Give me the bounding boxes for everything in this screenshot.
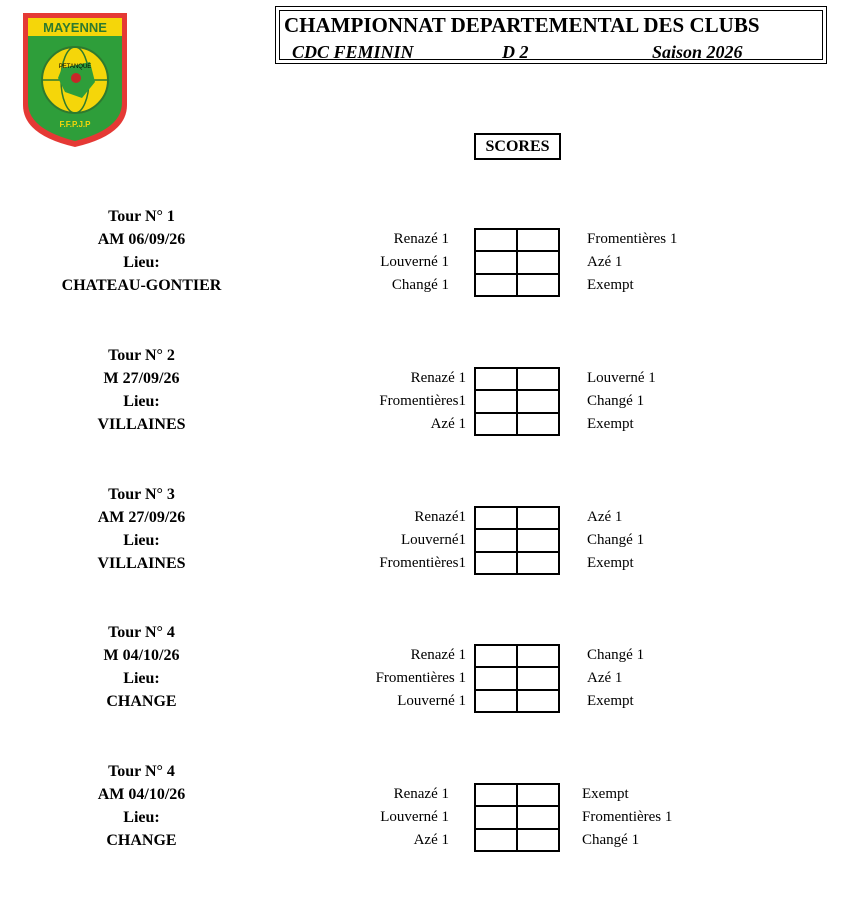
away-team: Exempt	[587, 416, 634, 432]
home-team: Fromentières1	[379, 555, 466, 571]
home-team: Fromentières 1	[375, 670, 466, 686]
match-row	[0, 783, 849, 806]
home-score-cell[interactable]	[474, 552, 517, 575]
logo-inner-text: PETANQUE	[58, 64, 92, 70]
home-team: Renazé1	[414, 509, 466, 525]
home-team: Louverné 1	[380, 809, 449, 825]
home-team: Renazé 1	[393, 786, 449, 802]
away-team: Azé 1	[587, 509, 623, 525]
home-score-cell[interactable]	[474, 506, 517, 529]
away-score-cell[interactable]	[517, 390, 560, 413]
tour-date: M 27/09/26	[103, 370, 180, 387]
home-score-cell[interactable]	[474, 251, 517, 274]
header-inner-frame	[279, 10, 823, 60]
header-box	[275, 6, 827, 64]
match-row	[0, 390, 849, 413]
home-team: Renazé 1	[410, 647, 466, 663]
match-row	[0, 806, 849, 829]
home-team: Renazé 1	[393, 231, 449, 247]
home-team: Azé 1	[413, 832, 449, 848]
home-score-cell[interactable]	[474, 829, 517, 852]
away-team: Fromentières 1	[587, 231, 678, 247]
home-team: Louverné 1	[380, 254, 449, 270]
match-row	[0, 529, 849, 552]
home-team: Changé 1	[391, 277, 449, 293]
logo-bottom-text: F.F.P.J.P	[59, 120, 91, 129]
tour-date: AM 06/09/26	[97, 231, 186, 248]
away-score-cell[interactable]	[517, 506, 560, 529]
home-score-cell[interactable]	[474, 228, 517, 251]
home-team: Louverné 1	[397, 693, 466, 709]
match-row	[0, 667, 849, 690]
away-team: Exempt	[582, 786, 629, 802]
away-team: Changé 1	[582, 832, 640, 848]
lieu-label: Lieu:	[123, 254, 160, 271]
logo-top-text: MAYENNE	[43, 20, 107, 35]
away-score-cell[interactable]	[517, 274, 560, 297]
match-row	[0, 644, 849, 667]
home-team: Louverné1	[401, 532, 466, 548]
home-score-cell[interactable]	[474, 367, 517, 390]
lieu-label: Lieu:	[123, 670, 160, 687]
away-team: Exempt	[587, 277, 634, 293]
away-team: Changé 1	[587, 532, 645, 548]
match-row	[0, 274, 849, 297]
tour-number: Tour N° 1	[108, 208, 175, 225]
match-row	[0, 228, 849, 251]
match-row	[0, 690, 849, 713]
tour-number: Tour N° 3	[108, 486, 175, 503]
away-score-cell[interactable]	[517, 806, 560, 829]
away-team: Louverné 1	[587, 370, 656, 386]
tour-location: VILLAINES	[97, 416, 186, 433]
home-score-cell[interactable]	[474, 783, 517, 806]
home-score-cell[interactable]	[474, 667, 517, 690]
away-score-cell[interactable]	[517, 552, 560, 575]
away-score-cell[interactable]	[517, 367, 560, 390]
tour-location: CHANGE	[106, 693, 177, 710]
away-team: Changé 1	[587, 647, 645, 663]
home-team: Fromentières1	[379, 393, 466, 409]
away-score-cell[interactable]	[517, 783, 560, 806]
tour-location: CHANGE	[106, 832, 177, 849]
header-category: CDC FEMININ	[292, 42, 414, 62]
home-score-cell[interactable]	[474, 806, 517, 829]
match-row	[0, 552, 849, 575]
header-title: CHAMPIONNAT DEPARTEMENTAL DES CLUBS	[284, 13, 760, 37]
home-score-cell[interactable]	[474, 690, 517, 713]
match-row	[0, 367, 849, 390]
away-score-cell[interactable]	[517, 690, 560, 713]
lieu-label: Lieu:	[123, 393, 160, 410]
scores-label: SCORES	[474, 133, 561, 160]
tour-number: Tour N° 4	[108, 763, 175, 780]
away-team: Azé 1	[587, 670, 623, 686]
away-score-cell[interactable]	[517, 667, 560, 690]
away-score-cell[interactable]	[517, 829, 560, 852]
tour-location: CHATEAU-GONTIER	[61, 277, 222, 294]
tour-date: AM 27/09/26	[97, 509, 186, 526]
home-score-cell[interactable]	[474, 413, 517, 436]
away-team: Exempt	[587, 555, 634, 571]
match-row	[0, 506, 849, 529]
tour-location: VILLAINES	[97, 555, 186, 572]
away-score-cell[interactable]	[517, 529, 560, 552]
mayenne-ffpjp-logo	[20, 10, 130, 150]
away-team: Changé 1	[587, 393, 645, 409]
match-row	[0, 251, 849, 274]
away-score-cell[interactable]	[517, 413, 560, 436]
tour-date: AM 04/10/26	[97, 786, 186, 803]
away-score-cell[interactable]	[517, 228, 560, 251]
header-division: D 2	[502, 42, 529, 62]
match-row	[0, 829, 849, 852]
home-team: Azé 1	[430, 416, 466, 432]
tour-date: M 04/10/26	[103, 647, 180, 664]
match-row	[0, 413, 849, 436]
header-season: Saison 2026	[652, 42, 743, 62]
tour-number: Tour N° 4	[108, 624, 175, 641]
away-team: Fromentières 1	[582, 809, 673, 825]
away-team: Azé 1	[587, 254, 623, 270]
home-score-cell[interactable]	[474, 529, 517, 552]
home-score-cell[interactable]	[474, 390, 517, 413]
home-score-cell[interactable]	[474, 274, 517, 297]
home-score-cell[interactable]	[474, 644, 517, 667]
tour-number: Tour N° 2	[108, 347, 175, 364]
home-team: Renazé 1	[410, 370, 466, 386]
away-score-cell[interactable]	[517, 251, 560, 274]
away-team: Exempt	[587, 693, 634, 709]
lieu-label: Lieu:	[123, 532, 160, 549]
away-score-cell[interactable]	[517, 644, 560, 667]
lieu-label: Lieu:	[123, 809, 160, 826]
